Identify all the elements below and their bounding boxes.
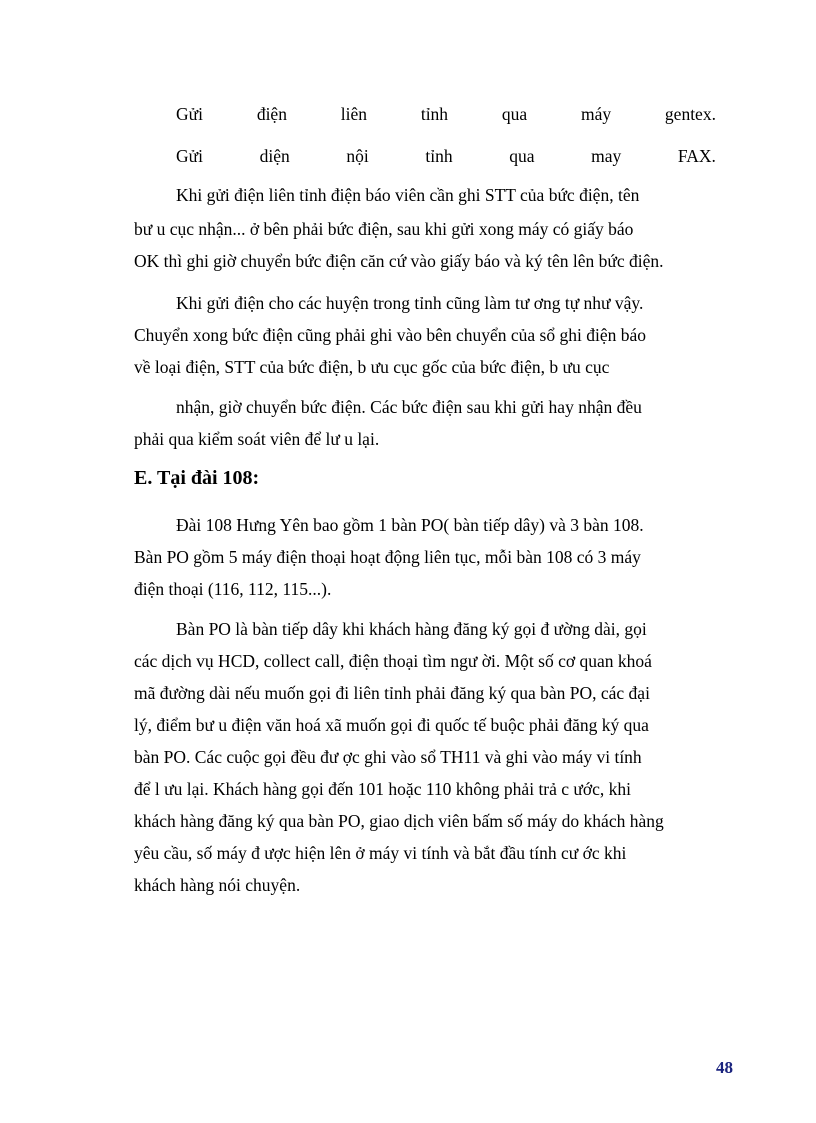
word: qua <box>509 146 535 166</box>
word: may <box>591 146 622 166</box>
text-line: điện thoại (116, 112, 115...). <box>134 579 332 599</box>
word: gentex. <box>664 104 716 124</box>
text-line: khách hàng nói chuyện. <box>134 875 301 895</box>
text-line: Bàn PO là bàn tiếp dây khi khách hàng đăng ký gọi đ ường dài, gọi <box>176 619 647 639</box>
text-line: bư u cục nhận... ở bên phải bức điện, sau khi gửi xong máy có giấy báo <box>134 219 634 239</box>
text-line: để l ưu lại. Khách hàng gọi đến 101 hoặc 110 không phải trả c ước, khi <box>134 779 632 799</box>
text-line: về loại điện, STT của bức điện, b ưu cục gốc của bức điện, b ưu cục <box>134 357 610 377</box>
text-line: phải qua kiểm soát viên để lư u lại. <box>134 429 380 449</box>
word: tỉnh <box>420 104 449 124</box>
word: liên <box>340 104 368 124</box>
text-line: OK thì ghi giờ chuyển bức điện căn cứ vào giấy báo và ký tên lên bức điện. <box>134 251 664 271</box>
word: điện <box>256 104 287 124</box>
page-number: 48 <box>716 1058 733 1077</box>
text-line: yêu cầu, số máy đ ược hiện lên ở máy vi tính và bắt đầu tính cư ớc khi <box>134 843 627 863</box>
text-line: bàn PO. Các cuộc gọi đều đư ợc ghi vào sổ TH11 và ghi vào máy vi tính <box>134 747 642 767</box>
word: Gửi <box>176 146 203 166</box>
text-line: Khi gửi điện cho các huyện trong tỉnh cũng làm tư ơng tự như vậy. <box>176 293 644 313</box>
text-line: Khi gửi điện liên tỉnh điện báo viên cần ghi STT của bức điện, tên <box>176 185 640 205</box>
word: Gửi <box>176 104 203 124</box>
word: diện <box>259 146 290 166</box>
text-line: nhận, giờ chuyển bức điện. Các bức điện sau khi gửi hay nhận đều <box>176 397 642 417</box>
spaced-line-2 <box>176 145 716 167</box>
word: máy <box>580 104 612 124</box>
spaced-line-1 <box>176 103 716 125</box>
text-line: Chuyển xong bức điện cũng phải ghi vào bên chuyển của sổ ghi điện báo <box>134 325 647 345</box>
text-line: mã đường dài nếu muốn gọi đi liên tỉnh phải đăng ký qua bàn PO, các đại <box>134 683 650 703</box>
text-line: các dịch vụ HCD, collect call, điện thoại tìm ngư ời. Một số cơ quan khoá <box>134 651 652 671</box>
text-line: Bàn PO gồm 5 máy điện thoại hoạt động liên tục, mỗi bàn 108 có 3 máy <box>134 547 641 567</box>
word: tỉnh <box>425 146 453 166</box>
text-line: Đài 108 Hưng Yên bao gồm 1 bàn PO( bàn tiếp dây) và 3 bàn 108. <box>176 515 644 535</box>
word: FAX. <box>677 146 716 166</box>
word: qua <box>501 104 528 124</box>
word: nội <box>346 146 369 166</box>
text-line: lý, điểm bư u điện văn hoá xã muốn gọi đi quốc tế buộc phải đăng ký qua <box>134 715 649 735</box>
section-heading: E. Tại đài 108: <box>134 467 260 489</box>
text-line: khách hàng đăng ký qua bàn PO, giao dịch viên bấm số máy do khách hàng <box>134 811 664 831</box>
